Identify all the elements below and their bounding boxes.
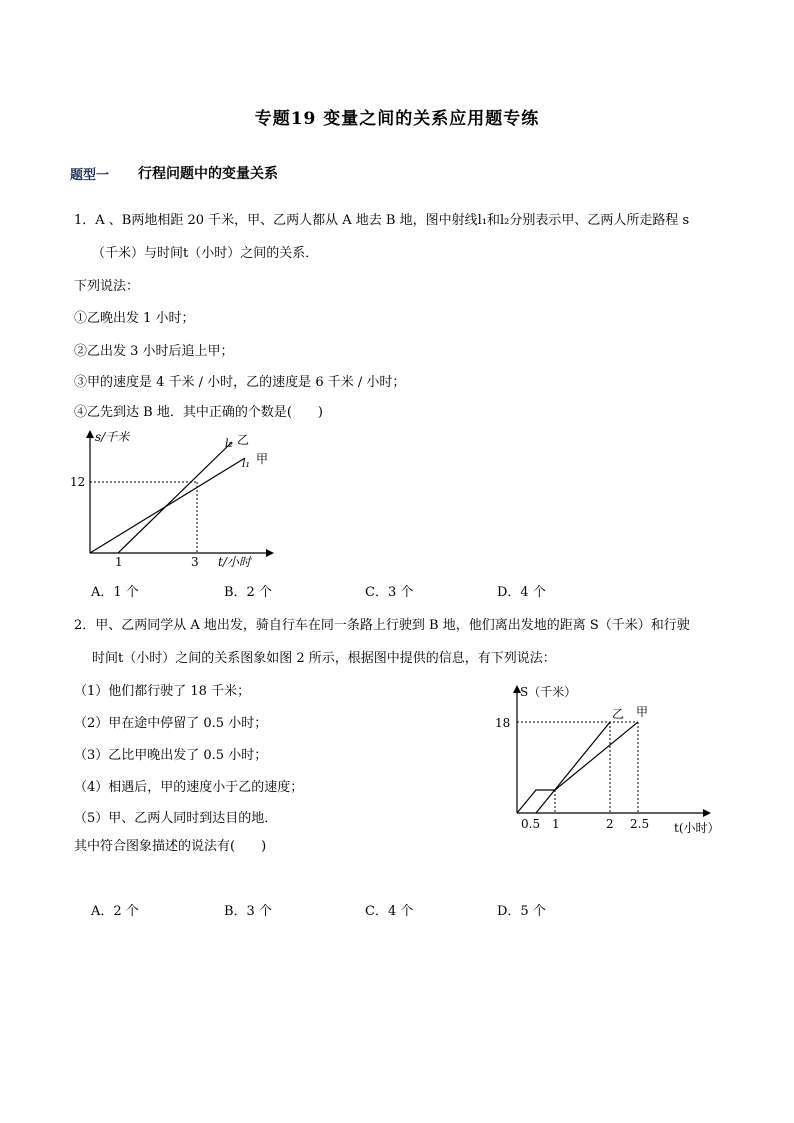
q1-statement: ③甲的速度是 4 千米 / 小时，乙的速度是 6 千米 / 小时； [74, 375, 406, 390]
q1-stem-line2: （千米）与时间t（小时）之间的关系． [92, 246, 319, 261]
q2-label-yi: 乙 [612, 707, 625, 721]
q1-ylabel: s/千米 [95, 430, 130, 444]
q2-xlabel: t(小时） [674, 821, 720, 835]
q2-option-b[interactable]: B．3 个 [224, 904, 272, 919]
q1-stem-line1: 1．A 、B两地相距 20 千米，甲、乙两人都从 A 地去 B 地，图中射线l₁和l₂分别表示甲、乙两人所走路程 s [74, 213, 690, 228]
q2-statement: 其中符合图象描述的说法有( ) [74, 839, 267, 854]
q1-statement: ②乙出发 3 小时后追上甲； [74, 344, 234, 359]
q2-x-arrow [703, 809, 711, 817]
q1-graph [60, 425, 280, 575]
q1-xtick-1: 1 [115, 555, 123, 569]
q2-xtick-05: 0.5 [521, 817, 541, 831]
q1-statement: 下列说法： [74, 279, 140, 294]
q1-x-arrow [266, 549, 274, 557]
section-title: 行程问题中的变量关系 [138, 166, 278, 182]
q1-l2-name: 乙 [237, 433, 250, 447]
q1-option-d[interactable]: D．4 个 [497, 585, 546, 600]
q1-ytick-12: 12 [70, 475, 86, 489]
q2-ytick-18: 18 [495, 716, 511, 730]
q1-xtick-3: 3 [191, 555, 199, 569]
q1-option-c[interactable]: C．3 个 [365, 585, 414, 600]
q2-statement: （1）他们都行驶了 18 千米； [74, 684, 251, 699]
q2-statement: （3）乙比甲晚出发了 0.5 小时； [74, 748, 268, 763]
q2-xtick-1: 1 [552, 817, 560, 831]
q1-xlabel: t/小时 [218, 555, 251, 569]
q2-xtick-2: 2 [606, 817, 614, 831]
q1-l1-name: 甲 [256, 452, 269, 466]
q2-line-yi [536, 722, 610, 813]
q1-y-arrow [86, 430, 94, 438]
q2-label-jia: 甲 [636, 705, 649, 719]
section-badge: 题型一 [70, 168, 110, 183]
q2-option-c[interactable]: C．4 个 [365, 904, 414, 919]
q2-ylabel: S（千米） [520, 685, 577, 699]
q2-option-d[interactable]: D．5 个 [497, 904, 546, 919]
q1-option-b[interactable]: B．2 个 [224, 585, 272, 600]
q2-stem-line2: 时间t（小时）之间的关系图象如图 2 所示，根据图中提供的信息，有下列说法： [92, 651, 556, 666]
q2-statement: （2）甲在途中停留了 0.5 小时； [74, 716, 268, 731]
q1-statement: ④乙先到达 B 地．其中正确的个数是( ) [74, 405, 323, 420]
q2-statement: （4）相遇后，甲的速度小于乙的速度； [74, 780, 304, 795]
q2-statement: （5）甲、乙两人同时到达目的地． [74, 811, 278, 826]
page-title: 专题19 变量之间的关系应用题专练 [254, 109, 540, 129]
q1-l2-label: l₂ [225, 437, 233, 450]
q2-line-jia [517, 722, 638, 813]
q1-l1-label: l₁ [242, 457, 250, 470]
q2-option-a[interactable]: A．2 个 [91, 904, 139, 919]
q2-xtick-25: 2.5 [630, 817, 650, 831]
q1-statement: ①乙晚出发 1 小时； [74, 311, 195, 326]
q1-line-l2 [118, 442, 232, 553]
q2-stem-line1: 2．甲、乙两同学从 A 地出发，骑自行车在同一条路上行驶到 B 地，他们离出发地的距离 S（千米）和行驶 [74, 618, 690, 633]
q2-graph [490, 680, 730, 840]
q1-option-a[interactable]: A．1 个 [91, 585, 139, 600]
